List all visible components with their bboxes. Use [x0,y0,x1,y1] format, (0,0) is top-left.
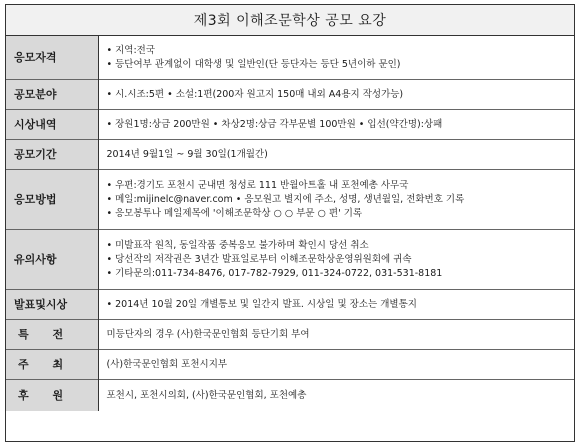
row-value [98,109,574,139]
row-value [98,36,574,79]
value-line: • 장원1명:상금 200만원 • 차상2명:상금 각부문별 100만원 • 입선(약간명):상패 [106,118,443,130]
row-label: 후 원 [6,379,98,411]
row-value [98,379,574,411]
value-line: • 지역:전국 [106,44,156,56]
row-value [98,79,574,109]
row-category [6,79,574,109]
row-notes [6,229,574,289]
row-sponsor [6,379,574,411]
value-line: • 응모봉투나 메일제목에 '이해조문학상 ○ ○ 부문 ○ 편' 기록 [106,207,363,219]
row-label: 공모분야 [6,79,98,109]
row-label: 공모기간 [6,139,98,169]
row-value [98,139,574,169]
value-line: • 시.시조:5편 • 소설:1편(200자 원고지 150매 내외 A4용지 작성가능) [106,88,404,100]
row-label: 시상내역 [6,109,98,139]
row-label: 발표및시상 [6,289,98,319]
row-period [6,139,574,169]
value-line: • 2014년 10월 20일 개별통보 및 일간지 발표. 시상일 및 장소는 개별통지 [106,298,417,310]
value-line: 미등단자의 경우 (사)한국문인협회 등단기회 부여 [106,328,310,340]
document-title: 제3회 이해조문학상 공모 요강 [6,5,574,36]
row-value [98,229,574,289]
row-value [98,319,574,349]
value-line: • 미발표작 원칙, 동일작품 중복응모 불가하며 확인시 당선 취소 [106,239,369,251]
row-eligibility [6,36,574,79]
row-label: 유의사항 [6,229,98,289]
value-line: • 메일:mijinelc@naver.com • 응모원고 별지에 주소, 성명, 생년월일, 전화번호 기록 [106,193,465,205]
value-line: 2014년 9월1일 ~ 9월 30일(1개월간) [106,148,268,160]
value-line: • 기타문의:011-734-8476, 017-782-7929, 011-324-0722, 031-531-8181 [106,267,443,279]
value-line: • 우편:경기도 포천시 군내면 청성로 111 반월아트홀 내 포천예총 사무국 [106,179,409,191]
row-value [98,349,574,379]
row-label: 응모방법 [6,169,98,229]
value-line: (사)한국문인협회 포천시지부 [106,358,228,370]
row-label: 주 최 [6,349,98,379]
info-table [6,36,574,411]
row-submission [6,169,574,229]
value-line: • 당선작의 저작권은 3년간 발표일로부터 이해조문학상운영위원회에 귀속 [106,253,412,265]
row-awards [6,109,574,139]
announcement-table [5,4,575,442]
row-value [98,169,574,229]
row-host [6,349,574,379]
row-label: 특 전 [6,319,98,349]
row-announcement [6,289,574,319]
row-benefit [6,319,574,349]
row-value [98,289,574,319]
value-line: 포천시, 포천시의회, (사)한국문인협회, 포천예총 [106,389,307,401]
value-line: • 등단여부 관계없이 대학생 및 일반인(단 등단자는 등단 5년이하 문인) [106,58,401,70]
row-label: 응모자격 [6,36,98,79]
